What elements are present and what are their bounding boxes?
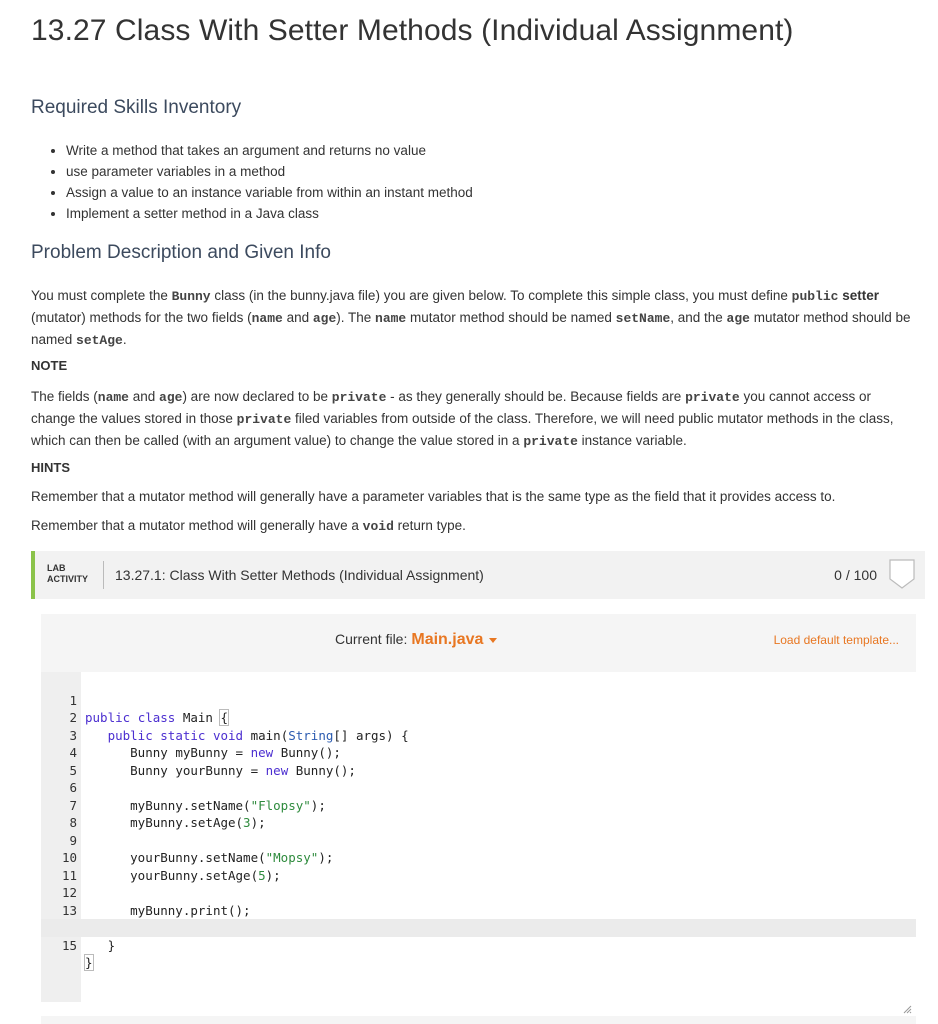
line-number: 7: [69, 797, 77, 813]
lab-score: 0 / 100: [834, 567, 877, 583]
line-number: 8: [69, 815, 77, 830]
line-number: 3: [69, 727, 77, 743]
code-line: [41, 797, 916, 830]
code-line: 7 myBunny.setAge(3);: [41, 779, 916, 797]
divider: [103, 561, 104, 589]
skill-item: • Assign a value to an instance variable from within an instant method: [66, 182, 473, 203]
line-number: 4: [69, 745, 77, 760]
line-number: 5: [69, 762, 77, 778]
score-badge-icon: [889, 559, 915, 589]
problem-paragraph: You must complete the Bunny class (in the bunny.java file) you are given below. To complete this simple class, you must define public setter (mutator) methods for the two fields (name and age). The name mutator method should be named setName, and the age mutator method should be named setAge.: [31, 288, 911, 348]
code-line: [41, 849, 916, 883]
line-number: 6: [69, 780, 77, 795]
note-label: NOTE: [31, 358, 68, 373]
code-line: 3 Bunny myBunny = new Bunny();: [41, 709, 916, 727]
skills-heading: Required Skills Inventory: [31, 97, 242, 118]
hint-paragraph: Remember that a mutator method will generally have a void return type.: [31, 518, 466, 534]
line-number: 12: [61, 885, 77, 900]
load-default-template-link[interactable]: Load default template...: [773, 633, 899, 647]
line-number: 13: [61, 902, 77, 918]
file-selector[interactable]: [335, 631, 497, 649]
code-line: 10 yourBunny.setAge(5);: [41, 832, 916, 850]
chevron-down-icon[interactable]: [489, 638, 497, 643]
lab-title: 13.27.1: Class With Setter Methods (Individual Assignment): [115, 567, 484, 583]
code-line: 2 public static void main(String[] args) {: [41, 692, 916, 710]
current-file-label: Current file:: [335, 631, 408, 647]
skill-item: • Implement a setter method in a Java class: [66, 203, 473, 224]
line-number: 11: [61, 867, 77, 883]
line-number: 10: [61, 850, 77, 865]
skills-list: [48, 140, 473, 224]
hint-paragraph: Remember that a mutator method will generally have a parameter variables that is the same type as the field that it provides access to.: [31, 489, 836, 504]
code-line: [41, 744, 916, 778]
problem-heading: Problem Description and Given Info: [31, 242, 331, 263]
code-line: 1 public class Main {: [41, 674, 916, 692]
file-name[interactable]: Main.java: [411, 631, 484, 648]
page-title: 13.27 Class With Setter Methods (Individual Assignment): [31, 14, 794, 47]
code-line-active: 15 }: [41, 919, 916, 937]
code-line: [41, 884, 916, 918]
code-editor[interactable]: [41, 672, 916, 1016]
skill-item: • use parameter variables in a method: [66, 161, 473, 182]
hints-label: HINTS: [31, 460, 70, 475]
code-line: 12 myBunny.print();: [41, 867, 916, 885]
note-paragraph: The fields (name and age) are now declared to be private - as they generally should be. Because fields are private you cannot access or change the values stored in those private filed variables from outside of the class. Therefore, we will need public mutator methods in the class, which can then be called (with an argument value) to change the value stored in a private instance variable.: [31, 389, 894, 449]
code-line: }: [41, 902, 916, 920]
code-editor-panel: [41, 614, 916, 1024]
line-number: 9: [69, 832, 77, 848]
code-line: 6 myBunny.setName("Flopsy");: [41, 762, 916, 780]
line-number: 1: [69, 692, 77, 708]
resize-handle-icon[interactable]: [903, 1005, 912, 1014]
code-line: 9 yourBunny.setName("Mopsy");: [41, 814, 916, 832]
skill-item: • Write a method that takes an argument and returns no value: [66, 140, 473, 161]
line-number: 15: [61, 937, 77, 953]
code-line: 4 Bunny yourBunny = new Bunny();: [41, 727, 916, 745]
lab-activity-label: LAB ACTIVITY: [47, 563, 89, 584]
line-number: 2: [69, 710, 77, 725]
lab-activity-header: [31, 551, 925, 599]
